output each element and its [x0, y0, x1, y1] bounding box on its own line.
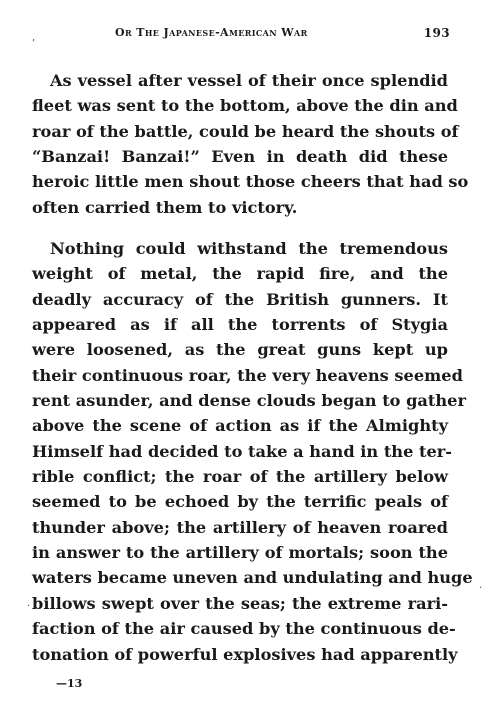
text-line: waters became uneven and undulating and huge: [32, 568, 473, 588]
paragraph-1: [32, 68, 469, 220]
text-line: their continuous roar, the very heavens seemed: [32, 365, 463, 385]
margin-mark: .: [479, 580, 483, 591]
margin-mark: .: [27, 598, 31, 609]
text-line: fleet was sent to the bottom, above the din and: [32, 96, 458, 116]
text-line: weight of metal, the rapid fire, and the: [32, 264, 448, 284]
paragraph-2: [32, 236, 473, 667]
text-line: in answer to the artillery of mortals; soon the: [32, 543, 448, 563]
margin-mark: ,: [32, 32, 36, 43]
text-line: heroic little men shout those cheers that had so: [32, 172, 469, 192]
page-number: 193: [423, 26, 450, 40]
text-line: were loosened, as the great guns kept up: [32, 340, 448, 360]
text-line: deadly accuracy of the British gunners. It: [32, 289, 448, 309]
text-line: billows swept over the seas; the extreme rari-: [32, 593, 448, 613]
text-line: Himself had decided to take a hand in the ter-: [32, 441, 453, 461]
text-line: seemed to be echoed by the terrific peals of: [32, 492, 448, 512]
text-line: faction of the air caused by the continuous de-: [32, 619, 456, 639]
text-line: Nothing could withstand the tremendous: [50, 239, 448, 258]
text-line: “Banzai! Banzai!” Even in death did these: [32, 147, 448, 167]
text-line: As vessel after vessel of their once splendid: [50, 71, 448, 90]
text-line: roar of the battle, could be heard the shouts of: [32, 121, 459, 141]
running-head-title: Or The Japanese-American War: [115, 26, 308, 39]
text-line: often carried them to victory.: [32, 197, 298, 217]
text-line: appeared as if all the torrents of Stygia: [32, 315, 448, 335]
text-line: rent asunder, and dense clouds began to gather: [32, 391, 466, 411]
text-line: above the scene of action as if the Almighty: [32, 416, 448, 436]
signature-mark: —13: [56, 677, 83, 690]
text-line: rible conflict; the roar of the artillery below: [32, 467, 448, 487]
text-line: thunder above; the artillery of heaven roared: [32, 517, 448, 537]
text-line: tonation of powerful explosives had apparently: [32, 644, 458, 664]
